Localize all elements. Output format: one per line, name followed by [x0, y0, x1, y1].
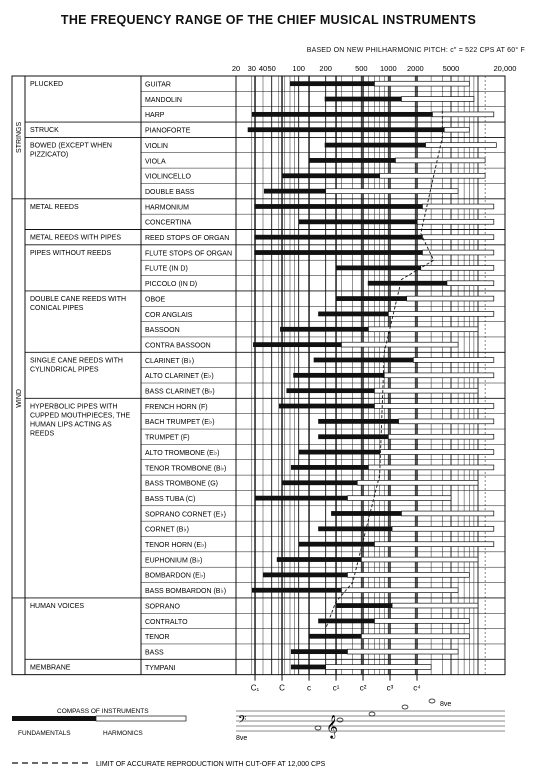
pitch-label: c¹ [332, 683, 340, 693]
fundamental-bar [368, 281, 447, 286]
legend-harmonics-label: HARMONICS [103, 730, 143, 737]
instrument-label: CORNET (B♭) [145, 526, 190, 534]
category-label: MEMBRANE [30, 664, 71, 672]
category-label: HYPERBOLIC PIPES WITH [30, 403, 118, 411]
legend-fundamentals-label: FUNDAMENTALS [18, 730, 71, 737]
fundamental-bar [318, 526, 392, 531]
bass-clef-icon: 𝄢 [238, 713, 247, 728]
instrument-label: COR ANGLAIS [145, 311, 193, 319]
x-tick-label: 20 [231, 64, 241, 73]
harmonics-bar [347, 649, 458, 654]
instrument-label: BASS [145, 649, 164, 657]
category-label: METAL REEDS [30, 203, 79, 211]
harmonics-bar [361, 634, 469, 639]
harmonics-bar [426, 143, 497, 148]
instrument-label: FLUTE STOPS OF ORGAN [145, 250, 232, 258]
legend-cutoff-label: LIMIT OF ACCURATE REPRODUCTION WITH CUT-OFF AT 12,000 CPS [96, 761, 326, 768]
instrument-label: FLUTE (IN D) [145, 265, 188, 273]
harmonics-bar [361, 557, 478, 562]
fundamental-bar [318, 419, 398, 424]
instrument-label: FRENCH HORN (F) [145, 403, 208, 411]
category-label: CUPPED MOUTHPIECES, THE [30, 412, 131, 420]
x-tick-label: 50 [267, 64, 276, 73]
x-tick-label: 40 [258, 64, 268, 73]
harmonics-bar [380, 173, 485, 178]
note-icon [337, 718, 343, 722]
treble-clef-icon: 𝄞 [326, 716, 338, 738]
harmonics-bar [374, 81, 469, 86]
fundamental-bar [254, 235, 422, 240]
fundamental-bar [314, 358, 414, 363]
instrument-label: VIOLA [145, 158, 166, 166]
instrument-label: ALTO TROMBONE (E♭) [145, 449, 220, 457]
harmonics-bar [388, 312, 493, 317]
instrument-label: PIANOFORTE [145, 127, 191, 135]
instrument-label: PICCOLO (IN D) [145, 281, 198, 289]
pitch-label: C [279, 683, 285, 693]
harmonics-bar [368, 465, 493, 470]
harmonics-bar [326, 665, 431, 670]
chart-title: THE FREQUENCY RANGE OF THE CHIEF MUSICAL INSTRUMENTS [60, 13, 477, 27]
instrument-label: CONCERTINA [145, 219, 192, 227]
legend-fundamentals-swatch [12, 716, 96, 721]
category-label: HUMAN LIPS ACTING AS [30, 421, 112, 429]
fundamental-bar [336, 296, 407, 301]
category-label: SINGLE CANE REEDS WITH [30, 357, 123, 365]
note-icon [402, 705, 408, 709]
x-tick-label: 100 [292, 64, 305, 73]
fundamental-bar [325, 143, 426, 148]
harmonics-bar [417, 219, 494, 224]
harmonics-bar [374, 542, 493, 547]
harmonics-bar [392, 526, 494, 531]
harmonics-bar [374, 404, 493, 409]
fundamental-bar [280, 327, 368, 332]
harmonics-bar [388, 434, 493, 439]
instrument-label: SOPRANO CORNET (E♭) [145, 511, 226, 519]
category-label: METAL REEDS WITH PIPES [30, 234, 122, 242]
category-label: HUMAN VOICES [30, 602, 85, 610]
harmonics-bar [401, 97, 473, 102]
instrument-label: OBOE [145, 296, 166, 304]
fundamental-bar [286, 388, 374, 393]
instrument-label: VIOLIN [145, 142, 168, 150]
x-tick-label: 20,000 [493, 64, 517, 73]
x-tick-label: 5000 [442, 64, 460, 73]
x-tick-label: 200 [319, 64, 332, 73]
instrument-label: CLARINET (B♭) [145, 357, 195, 365]
instrument-label: DOUBLE BASS [145, 188, 195, 196]
harmonics-bar [447, 281, 494, 286]
instrument-label: TENOR HORN (E♭) [145, 542, 207, 549]
fundamental-bar [277, 557, 362, 562]
harmonics-bar [422, 250, 493, 255]
instrument-label: EUPHONIUM (B♭) [145, 557, 203, 565]
category-label: PLUCKED [30, 81, 64, 88]
fundamental-bar [282, 173, 380, 178]
harmonics-bar [432, 112, 493, 117]
fundamental-bar [279, 404, 375, 409]
fundamental-bar [291, 649, 348, 654]
harmonics-bar [374, 388, 478, 393]
harmonics-bar [368, 327, 478, 332]
instrument-label: BASSOON [145, 327, 180, 335]
instrument-label: TENOR [145, 634, 170, 642]
fundamental-bar [254, 204, 422, 209]
octave-mark-low: 8ve [236, 735, 248, 742]
fundamental-bar [309, 158, 396, 163]
fundamental-bar [290, 81, 374, 86]
harmonics-bar [347, 496, 451, 501]
fundamental-bar [336, 265, 421, 270]
category-label: STRUCK [30, 127, 59, 135]
fundamental-bar [318, 312, 388, 317]
fundamental-bar [291, 465, 369, 470]
instrument-label: BASS TUBA (C) [145, 495, 196, 503]
fundamental-bar [299, 542, 375, 547]
fundamental-bar [318, 434, 388, 439]
fundamental-bar [248, 127, 445, 132]
instrument-label: BASS BOMBARDON (B♭) [145, 588, 227, 596]
harmonics-bar [341, 342, 458, 347]
x-tick-label: 500 [355, 64, 368, 73]
fundamental-bar [293, 373, 384, 378]
instrument-label: GUITAR [145, 81, 171, 89]
harmonics-bar [422, 204, 493, 209]
fundamental-bar [336, 603, 392, 608]
harmonics-bar [413, 358, 493, 363]
fundamental-bar [253, 342, 341, 347]
octave-mark-high: 8ve [440, 701, 452, 708]
pitch-label: c² [359, 683, 367, 693]
instrument-label: BASS TROMBONE (G) [145, 480, 218, 488]
category-label: CONICAL PIPES [30, 304, 84, 312]
chart-subtitle: BASED ON NEW PHILHARMONIC PITCH: c″ = 522 CPS AT 60° F [306, 47, 525, 54]
harmonics-bar [384, 373, 494, 378]
harmonics-bar [401, 511, 493, 516]
fundamental-bar [252, 588, 342, 593]
instrument-label: VIOLINCELLO [145, 173, 191, 181]
instrument-label: REED STOPS OF ORGAN [145, 235, 230, 242]
fundamental-bar [318, 619, 374, 624]
harmonics-bar [341, 588, 458, 593]
harmonics-bar [395, 158, 485, 163]
instrument-label: CONTRA BASSOON [145, 342, 211, 350]
instrument-label: CONTRALTO [145, 618, 188, 626]
harmonics-bar [392, 603, 478, 608]
pitch-label: c⁴ [413, 683, 421, 693]
fundamental-bar [264, 189, 326, 194]
category-label: PIPES WITHOUT REEDS [30, 249, 112, 257]
harmonics-bar [399, 419, 494, 424]
harmonics-bar [326, 189, 458, 194]
instrument-label: TRUMPET (F) [145, 434, 190, 442]
harmonics-bar [374, 619, 469, 624]
harmonics-bar [347, 572, 469, 577]
fundamental-bar [291, 665, 326, 670]
note-icon [315, 726, 321, 730]
legend-harmonics-swatch [96, 716, 186, 721]
harmonics-bar [421, 265, 494, 270]
note-icon [429, 699, 435, 703]
fundamental-bar [299, 450, 380, 455]
pitch-label: C₁ [250, 683, 260, 693]
instrument-label: HARP [145, 112, 165, 120]
fundamental-bar [263, 572, 347, 577]
category-label: PIZZICATO) [30, 151, 69, 159]
category-label: DOUBLE CANE REEDS WITH [30, 295, 127, 303]
fundamental-bar [256, 496, 348, 501]
fundamental-bar [299, 219, 418, 224]
x-tick-label: 1000 [379, 64, 397, 73]
instrument-label: BACH TRUMPET (E♭) [145, 419, 215, 427]
fundamental-bar [254, 250, 422, 255]
x-tick-label: 2000 [406, 64, 424, 73]
note-icon [369, 712, 375, 716]
harmonics-bar [422, 235, 493, 240]
fundamental-bar [331, 511, 401, 516]
category-label: REEDS [30, 430, 55, 438]
instrument-label: TENOR TROMBONE (B♭) [145, 465, 227, 473]
family-label: STRINGS [16, 121, 23, 153]
x-tick-label: 30 [247, 64, 256, 73]
harmonics-bar [380, 450, 494, 455]
instrument-label: BASS CLARINET (B♭) [145, 388, 215, 396]
family-label: WIND [16, 389, 23, 408]
harmonics-bar [357, 480, 478, 485]
harmonics-bar [444, 127, 469, 132]
instrument-label: BOMBARDON (E♭) [145, 572, 206, 580]
instrument-label: ALTO CLARINET (E♭) [145, 373, 214, 381]
fundamental-bar [252, 112, 433, 117]
pitch-label: c³ [386, 683, 394, 693]
instrument-label: HARMONIUM [145, 204, 189, 212]
fundamental-bar [282, 480, 357, 485]
category-label: CYLINDRICAL PIPES [30, 366, 99, 374]
legend-compass-label: COMPASS OF INSTRUMENTS [57, 708, 149, 715]
instrument-label: MANDOLIN [145, 96, 182, 104]
instrument-label: TYMPANI [145, 664, 176, 672]
category-label: BOWED (EXCEPT WHEN [30, 142, 112, 150]
harmonics-bar [407, 296, 494, 301]
pitch-label: c [307, 683, 312, 693]
fundamental-bar [309, 634, 361, 639]
fundamental-bar [325, 97, 402, 102]
instrument-label: SOPRANO [145, 603, 181, 611]
